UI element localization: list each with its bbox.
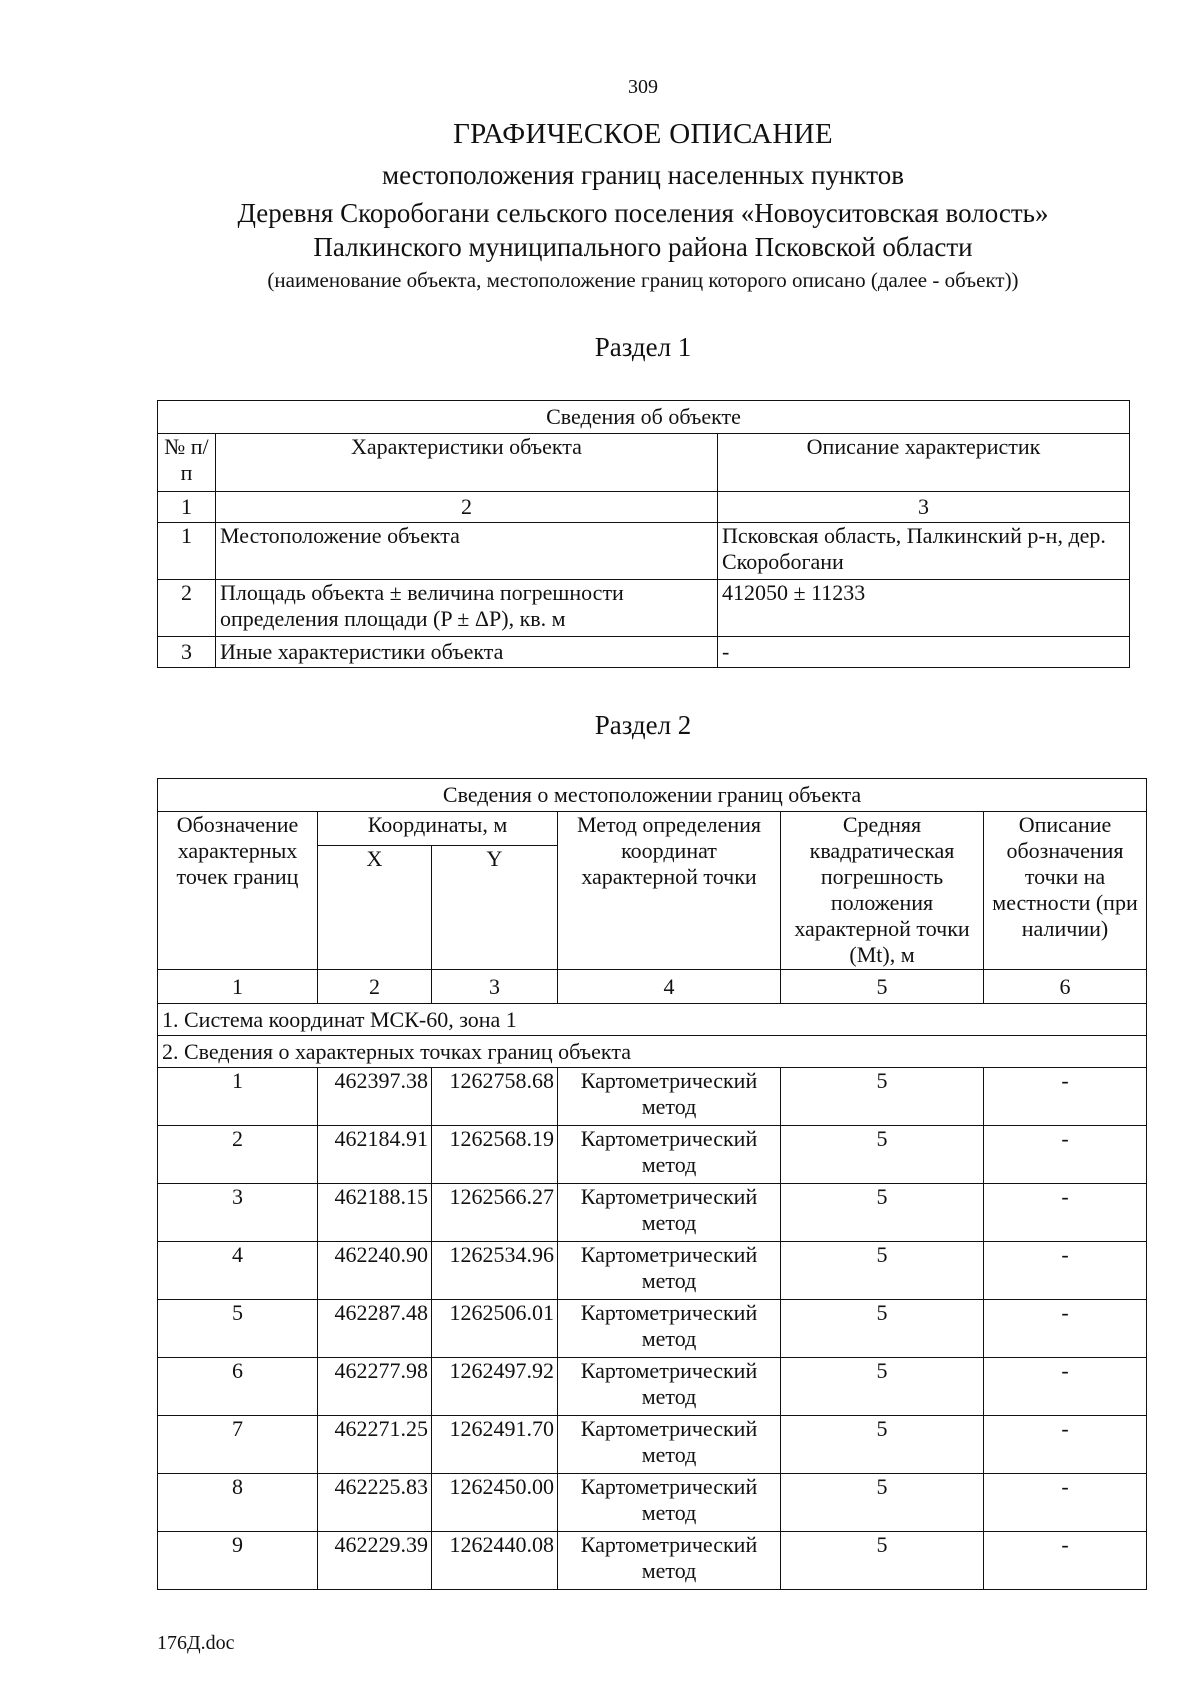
point-y: 1262566.27: [432, 1184, 558, 1242]
title-subtitle-3: Палкинского муниципального района Псковской области: [313, 232, 973, 262]
header-num: № п/п: [158, 434, 216, 492]
table-row: [158, 1068, 1147, 1126]
col-number: 1: [158, 492, 216, 523]
row-num: 2: [158, 580, 216, 637]
point-method: Картометрический метод: [558, 1300, 781, 1358]
point-mt: 5: [781, 1068, 984, 1126]
point-method: Картометрический метод: [558, 1416, 781, 1474]
table-row: [158, 1474, 1147, 1532]
point-mt: 5: [781, 1126, 984, 1184]
section-1-title: Раздел 1: [594, 332, 692, 362]
boundary-points-table: [157, 778, 1147, 1590]
col-number: 3: [432, 970, 558, 1004]
point-x: 462184.91: [318, 1126, 432, 1184]
footer-filename: 176Д.doc: [157, 1632, 235, 1654]
point-x: 462240.90: [318, 1242, 432, 1300]
header-characteristics: Характеристики объекта: [216, 434, 718, 492]
row-value: Псковская область, Палкинский р-н, дер. Скоробогани: [718, 523, 1130, 580]
point-desc: -: [984, 1416, 1147, 1474]
page-number: 309: [628, 76, 658, 98]
point-y: 1262491.70: [432, 1416, 558, 1474]
point-id: 9: [158, 1532, 318, 1590]
point-mt: 5: [781, 1416, 984, 1474]
point-id: 5: [158, 1300, 318, 1358]
table-row: [158, 1358, 1147, 1416]
point-y: 1262440.08: [432, 1532, 558, 1590]
row-value: -: [718, 637, 1130, 668]
row-num: 1: [158, 523, 216, 580]
point-desc: -: [984, 1358, 1147, 1416]
point-mt: 5: [781, 1532, 984, 1590]
point-desc: -: [984, 1532, 1147, 1590]
point-desc: -: [984, 1474, 1147, 1532]
point-id: 2: [158, 1126, 318, 1184]
table-row: [158, 1300, 1147, 1358]
row-name: Местоположение объекта: [216, 523, 718, 580]
point-y: 1262568.19: [432, 1126, 558, 1184]
row-name: Площадь объекта ± величина погрешности определения площади (P ± ΔP), кв. м: [216, 580, 718, 637]
header-x: X: [318, 846, 432, 970]
point-desc: -: [984, 1242, 1147, 1300]
point-desc: -: [984, 1300, 1147, 1358]
table-row: [158, 523, 1130, 580]
header-y: Y: [432, 846, 558, 970]
header-coords: Координаты, м: [318, 812, 558, 846]
title-subtitle-1: местоположения границ населенных пунктов: [382, 160, 904, 190]
point-x: 462271.25: [318, 1416, 432, 1474]
table-row: [158, 1184, 1147, 1242]
col-number: 2: [318, 970, 432, 1004]
point-method: Картометрический метод: [558, 1242, 781, 1300]
coordinate-system-row: 1. Система координат МСК-60, зона 1: [158, 1004, 1147, 1036]
point-id: 4: [158, 1242, 318, 1300]
point-method: Картометрический метод: [558, 1184, 781, 1242]
row-value: 412050 ± 11233: [718, 580, 1130, 637]
header-method: Метод определения координат характерной точки: [558, 812, 781, 970]
point-x: 462287.48: [318, 1300, 432, 1358]
point-desc: -: [984, 1126, 1147, 1184]
col-number: 5: [781, 970, 984, 1004]
point-method: Картометрический метод: [558, 1358, 781, 1416]
header-description: Описание обозначения точки на местности (при наличии): [984, 812, 1147, 970]
header-designation: Обозначение характерных точек границ: [158, 812, 318, 970]
col-number: 1: [158, 970, 318, 1004]
point-mt: 5: [781, 1300, 984, 1358]
table-row: [158, 1532, 1147, 1590]
point-y: 1262497.92: [432, 1358, 558, 1416]
point-y: 1262450.00: [432, 1474, 558, 1532]
row-num: 3: [158, 637, 216, 668]
point-id: 3: [158, 1184, 318, 1242]
document-title: ГРАФИЧЕСКОЕ ОПИСАНИЕ: [453, 118, 833, 150]
point-y: 1262758.68: [432, 1068, 558, 1126]
point-mt: 5: [781, 1242, 984, 1300]
point-id: 8: [158, 1474, 318, 1532]
point-id: 6: [158, 1358, 318, 1416]
col-number: 4: [558, 970, 781, 1004]
point-y: 1262534.96: [432, 1242, 558, 1300]
table-row: [158, 1242, 1147, 1300]
point-x: 462229.39: [318, 1532, 432, 1590]
point-x: 462397.38: [318, 1068, 432, 1126]
row-name: Иные характеристики объекта: [216, 637, 718, 668]
table-row: [158, 637, 1130, 668]
point-mt: 5: [781, 1358, 984, 1416]
col-number: 3: [718, 492, 1130, 523]
points-info-row: 2. Сведения о характерных точках границ объекта: [158, 1036, 1147, 1068]
table-row: [158, 1126, 1147, 1184]
point-y: 1262506.01: [432, 1300, 558, 1358]
title-note: (наименование объекта, местоположение границ которого описано (далее - объект)): [267, 268, 1019, 292]
header-description: Описание характеристик: [718, 434, 1130, 492]
point-x: 462277.98: [318, 1358, 432, 1416]
point-mt: 5: [781, 1184, 984, 1242]
table-row: [158, 580, 1130, 637]
table-row: [158, 1416, 1147, 1474]
object-info-caption: Сведения об объекте: [158, 401, 1130, 434]
point-method: Картометрический метод: [558, 1474, 781, 1532]
col-number: 6: [984, 970, 1147, 1004]
object-info-table: [157, 400, 1130, 668]
point-method: Картометрический метод: [558, 1068, 781, 1126]
point-x: 462188.15: [318, 1184, 432, 1242]
point-method: Картометрический метод: [558, 1532, 781, 1590]
title-subtitle-2: Деревня Скоробогани сельского поселения «Новоуситовская волость»: [237, 198, 1049, 228]
boundary-caption: Сведения о местоположении границ объекта: [158, 779, 1147, 812]
header-error: Средняя квадратическая погрешность положения характерной точки (Mt), м: [781, 812, 984, 970]
point-desc: -: [984, 1068, 1147, 1126]
point-id: 1: [158, 1068, 318, 1126]
point-x: 462225.83: [318, 1474, 432, 1532]
point-desc: -: [984, 1184, 1147, 1242]
col-number: 2: [216, 492, 718, 523]
point-mt: 5: [781, 1474, 984, 1532]
point-method: Картометрический метод: [558, 1126, 781, 1184]
section-2-title: Раздел 2: [594, 710, 692, 740]
point-id: 7: [158, 1416, 318, 1474]
